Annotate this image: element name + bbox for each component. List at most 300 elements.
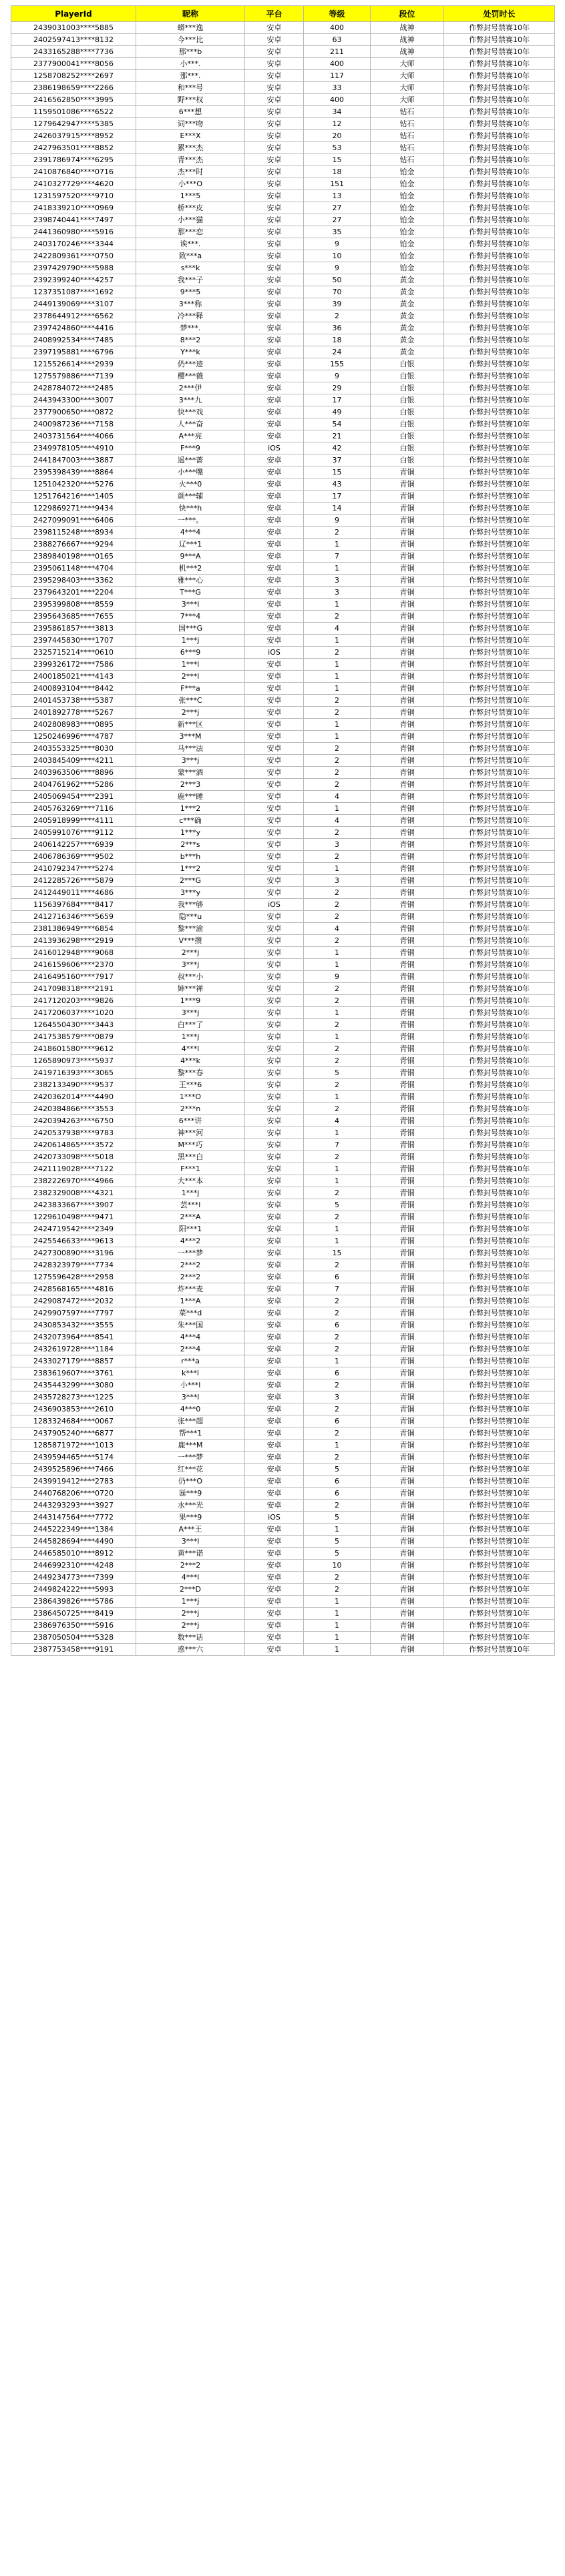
cell-platform: 安卓 xyxy=(245,82,304,94)
cell-penalty: 作弊封号禁赛10年 xyxy=(444,671,555,683)
cell-penalty: 作弊封号禁赛10年 xyxy=(444,1055,555,1067)
cell-player-id: 2439031003****5885 xyxy=(11,22,136,34)
cell-nickname: 1***j xyxy=(136,1596,245,1608)
cell-player-id: 2403731564****4066 xyxy=(11,430,136,442)
cell-level: 6 xyxy=(304,1367,371,1379)
cell-penalty: 作弊封号禁赛10年 xyxy=(444,1271,555,1283)
cell-penalty: 作弊封号禁赛10年 xyxy=(444,707,555,719)
cell-platform: 安卓 xyxy=(245,1620,304,1632)
cell-level: 7 xyxy=(304,1283,371,1295)
cell-player-id: 2436903853****2610 xyxy=(11,1403,136,1415)
cell-nickname: 2***j xyxy=(136,707,245,719)
cell-nickname: 1***9 xyxy=(136,995,245,1007)
cell-player-id: 1215526614****2939 xyxy=(11,358,136,370)
cell-rank: 青铜 xyxy=(371,1307,444,1319)
table-row xyxy=(11,503,555,515)
cell-nickname: 遥***蔷 xyxy=(136,454,245,466)
cell-nickname: 朱***国 xyxy=(136,1319,245,1331)
table-row xyxy=(11,418,555,430)
cell-player-id: 1275596428****2958 xyxy=(11,1271,136,1283)
cell-nickname: 2***n xyxy=(136,1103,245,1115)
cell-rank: 青铜 xyxy=(371,731,444,743)
cell-nickname: 惑***六 xyxy=(136,1644,245,1656)
cell-nickname: 马***法 xyxy=(136,743,245,755)
cell-platform: 安卓 xyxy=(245,1127,304,1139)
cell-penalty: 作弊封号禁赛10年 xyxy=(444,575,555,587)
cell-level: 1 xyxy=(304,1608,371,1620)
cell-platform: 安卓 xyxy=(245,1259,304,1271)
cell-penalty: 作弊封号禁赛10年 xyxy=(444,995,555,1007)
cell-nickname: 4***4 xyxy=(136,527,245,539)
cell-level: 37 xyxy=(304,454,371,466)
cell-penalty: 作弊封号禁赛10年 xyxy=(444,58,555,70)
cell-nickname: 1***j xyxy=(136,635,245,647)
cell-nickname: 2***l xyxy=(136,671,245,683)
cell-platform: 安卓 xyxy=(245,190,304,202)
cell-platform: 安卓 xyxy=(245,1524,304,1536)
cell-nickname: 仍***O xyxy=(136,1476,245,1488)
cell-player-id: 2392399240****4257 xyxy=(11,274,136,286)
cell-level: 2 xyxy=(304,779,371,791)
cell-level: 50 xyxy=(304,274,371,286)
cell-platform: 安卓 xyxy=(245,1007,304,1019)
cell-player-id: 2410792347****5274 xyxy=(11,863,136,875)
cell-penalty: 作弊封号禁赛10年 xyxy=(444,1584,555,1596)
cell-player-id: 2435443299****3080 xyxy=(11,1379,136,1391)
cell-player-id: 2382133490****9537 xyxy=(11,1079,136,1091)
cell-platform: 安卓 xyxy=(245,358,304,370)
cell-player-id: 2395061148****4704 xyxy=(11,563,136,575)
cell-player-id: 2402597413****8132 xyxy=(11,34,136,46)
table-row xyxy=(11,394,555,406)
cell-platform: 安卓 xyxy=(245,875,304,887)
table-row xyxy=(11,22,555,34)
cell-level: 2 xyxy=(304,1584,371,1596)
cell-platform: 安卓 xyxy=(245,1415,304,1427)
cell-level: 1 xyxy=(304,1163,371,1175)
cell-rank: 青铜 xyxy=(371,779,444,791)
cell-level: 5 xyxy=(304,1464,371,1476)
table-row xyxy=(11,34,555,46)
cell-level: 1 xyxy=(304,1620,371,1632)
cell-nickname: 那***. xyxy=(136,70,245,82)
cell-penalty: 作弊封号禁赛10年 xyxy=(444,839,555,851)
cell-level: 1 xyxy=(304,1439,371,1452)
cell-player-id: 2437905240****6877 xyxy=(11,1427,136,1439)
cell-player-id: 2386976350****5916 xyxy=(11,1620,136,1632)
table-row xyxy=(11,214,555,226)
cell-nickname: 小***猫 xyxy=(136,214,245,226)
cell-penalty: 作弊封号禁赛10年 xyxy=(444,250,555,262)
cell-rank: 钻石 xyxy=(371,118,444,130)
cell-player-id: 2446585010****8912 xyxy=(11,1548,136,1560)
cell-player-id: 2435728273****1225 xyxy=(11,1391,136,1403)
cell-level: 53 xyxy=(304,142,371,154)
cell-player-id: 2420733098****5018 xyxy=(11,1151,136,1163)
cell-player-id: 2427963501****8852 xyxy=(11,142,136,154)
cell-player-id: 2349978105****4910 xyxy=(11,442,136,454)
cell-rank: 黄金 xyxy=(371,310,444,322)
cell-platform: 安卓 xyxy=(245,1235,304,1247)
cell-nickname: 1***A xyxy=(136,1295,245,1307)
table-row xyxy=(11,442,555,454)
cell-rank: 青铜 xyxy=(371,1295,444,1307)
cell-rank: 青铜 xyxy=(371,1464,444,1476)
cell-player-id: 1250246996****4787 xyxy=(11,731,136,743)
cell-penalty: 作弊封号禁赛10年 xyxy=(444,923,555,935)
cell-rank: 青铜 xyxy=(371,478,444,491)
cell-rank: 青铜 xyxy=(371,1319,444,1331)
table-row xyxy=(11,382,555,394)
cell-rank: 青铜 xyxy=(371,1415,444,1427)
cell-player-id: 2410876840****0716 xyxy=(11,166,136,178)
cell-rank: 白银 xyxy=(371,370,444,382)
cell-rank: 青铜 xyxy=(371,983,444,995)
cell-platform: 安卓 xyxy=(245,1632,304,1644)
cell-platform: 安卓 xyxy=(245,1403,304,1415)
table-row xyxy=(11,1415,555,1427)
cell-penalty: 作弊封号禁赛10年 xyxy=(444,334,555,346)
cell-rank: 钻石 xyxy=(371,142,444,154)
cell-nickname: 2***j xyxy=(136,1620,245,1632)
table-row xyxy=(11,1331,555,1343)
cell-level: 17 xyxy=(304,394,371,406)
cell-penalty: 作弊封号禁赛10年 xyxy=(444,767,555,779)
cell-level: 1 xyxy=(304,1127,371,1139)
cell-nickname: 2***伊 xyxy=(136,382,245,394)
cell-rank: 青铜 xyxy=(371,1403,444,1415)
cell-rank: 青铜 xyxy=(371,1439,444,1452)
cell-penalty: 作弊封号禁赛10年 xyxy=(444,515,555,527)
cell-platform: 安卓 xyxy=(245,1500,304,1512)
cell-platform: 安卓 xyxy=(245,1488,304,1500)
cell-level: 15 xyxy=(304,154,371,166)
cell-penalty: 作弊封号禁赛10年 xyxy=(444,563,555,575)
cell-penalty: 作弊封号禁赛10年 xyxy=(444,983,555,995)
cell-player-id: 2443943300****3007 xyxy=(11,394,136,406)
cell-level: 2 xyxy=(304,611,371,623)
table-row xyxy=(11,1307,555,1319)
cell-penalty: 作弊封号禁赛10年 xyxy=(444,1007,555,1019)
cell-platform: 安卓 xyxy=(245,1175,304,1187)
cell-player-id: 2426037915****8952 xyxy=(11,130,136,142)
cell-rank: 青铜 xyxy=(371,1500,444,1512)
cell-player-id: 2439919412****2783 xyxy=(11,1476,136,1488)
cell-rank: 青铜 xyxy=(371,947,444,959)
cell-player-id: 1229610498****9471 xyxy=(11,1211,136,1223)
cell-nickname: 王***6 xyxy=(136,1079,245,1091)
cell-level: 6 xyxy=(304,1488,371,1500)
cell-penalty: 作弊封号禁赛10年 xyxy=(444,1139,555,1151)
cell-penalty: 作弊封号禁赛10年 xyxy=(444,430,555,442)
cell-rank: 白银 xyxy=(371,454,444,466)
cell-nickname: 3***M xyxy=(136,731,245,743)
table-row xyxy=(11,1211,555,1223)
cell-penalty: 作弊封号禁赛10年 xyxy=(444,358,555,370)
cell-player-id: 2378644912****6562 xyxy=(11,310,136,322)
cell-nickname: 雅***心 xyxy=(136,575,245,587)
cell-platform: 安卓 xyxy=(245,527,304,539)
cell-rank: 白银 xyxy=(371,382,444,394)
cell-penalty: 作弊封号禁赛10年 xyxy=(444,418,555,430)
cell-platform: 安卓 xyxy=(245,1199,304,1211)
cell-platform: 安卓 xyxy=(245,1596,304,1608)
cell-platform: 安卓 xyxy=(245,394,304,406)
table-row xyxy=(11,1019,555,1031)
cell-rank: 青铜 xyxy=(371,587,444,599)
table-row xyxy=(11,983,555,995)
cell-player-id: 2429087472****2032 xyxy=(11,1295,136,1307)
cell-player-id: 1229869271****9434 xyxy=(11,503,136,515)
cell-nickname: 3***l xyxy=(136,599,245,611)
cell-level: 15 xyxy=(304,1247,371,1259)
cell-rank: 青铜 xyxy=(371,551,444,563)
cell-nickname: 1***j xyxy=(136,1031,245,1043)
table-row xyxy=(11,959,555,971)
cell-nickname: 红***花 xyxy=(136,1464,245,1476)
table-row xyxy=(11,226,555,238)
cell-platform: 安卓 xyxy=(245,1584,304,1596)
cell-level: 1 xyxy=(304,719,371,731)
cell-player-id: 2410327729****4620 xyxy=(11,178,136,190)
cell-level: 3 xyxy=(304,1391,371,1403)
cell-level: 9 xyxy=(304,515,371,527)
cell-nickname: s***k xyxy=(136,262,245,274)
cell-penalty: 作弊封号禁赛10年 xyxy=(444,743,555,755)
cell-platform: 安卓 xyxy=(245,1211,304,1223)
cell-level: 1 xyxy=(304,1175,371,1187)
cell-penalty: 作弊封号禁赛10年 xyxy=(444,238,555,250)
cell-platform: 安卓 xyxy=(245,755,304,767)
cell-rank: 青铜 xyxy=(371,995,444,1007)
cell-nickname: 白***了 xyxy=(136,1019,245,1031)
cell-platform: 安卓 xyxy=(245,1079,304,1091)
cell-level: 10 xyxy=(304,1560,371,1572)
table-row xyxy=(11,1139,555,1151)
table-row xyxy=(11,995,555,1007)
cell-player-id: 2412716346****5659 xyxy=(11,911,136,923)
table-row xyxy=(11,1103,555,1115)
cell-level: 18 xyxy=(304,334,371,346)
cell-rank: 青铜 xyxy=(371,1271,444,1283)
cell-penalty: 作弊封号禁赛10年 xyxy=(444,226,555,238)
cell-level: 400 xyxy=(304,94,371,106)
cell-platform: 安卓 xyxy=(245,707,304,719)
cell-player-id: 2325715214****0610 xyxy=(11,647,136,659)
cell-level: 34 xyxy=(304,106,371,118)
table-row xyxy=(11,635,555,647)
cell-platform: 安卓 xyxy=(245,1536,304,1548)
table-row xyxy=(11,358,555,370)
cell-nickname: A***王 xyxy=(136,1524,245,1536)
cell-player-id: 2443293293****3927 xyxy=(11,1500,136,1512)
cell-nickname: 国***G xyxy=(136,623,245,635)
table-row xyxy=(11,1163,555,1175)
table-row xyxy=(11,1223,555,1235)
cell-player-id: 2413936298****2919 xyxy=(11,935,136,947)
cell-level: 211 xyxy=(304,46,371,58)
cell-platform: 安卓 xyxy=(245,1379,304,1391)
cell-rank: 黄金 xyxy=(371,334,444,346)
cell-level: 1 xyxy=(304,683,371,695)
cell-penalty: 作弊封号禁赛10年 xyxy=(444,659,555,671)
cell-rank: 大师 xyxy=(371,70,444,82)
table-row xyxy=(11,1319,555,1331)
cell-penalty: 作弊封号禁赛10年 xyxy=(444,1067,555,1079)
cell-player-id: 2420537938****9783 xyxy=(11,1127,136,1139)
cell-platform: 安卓 xyxy=(245,503,304,515)
table-row xyxy=(11,1500,555,1512)
cell-level: 1 xyxy=(304,563,371,575)
cell-nickname: E***X xyxy=(136,130,245,142)
cell-level: 36 xyxy=(304,322,371,334)
cell-nickname: 我***子 xyxy=(136,274,245,286)
cell-nickname: 4***2 xyxy=(136,1235,245,1247)
table-row xyxy=(11,178,555,190)
cell-platform: 安卓 xyxy=(245,491,304,503)
cell-nickname: 一***梦 xyxy=(136,1247,245,1259)
cell-rank: 青铜 xyxy=(371,647,444,659)
cell-player-id: 2399326172****7586 xyxy=(11,659,136,671)
cell-level: 2 xyxy=(304,899,371,911)
cell-platform: 安卓 xyxy=(245,334,304,346)
table-row xyxy=(11,1596,555,1608)
cell-nickname: 仍***迹 xyxy=(136,358,245,370)
cell-level: 63 xyxy=(304,34,371,46)
cell-nickname: 数***话 xyxy=(136,1632,245,1644)
table-row xyxy=(11,106,555,118)
cell-level: 1 xyxy=(304,1524,371,1536)
cell-nickname: 张***C xyxy=(136,695,245,707)
cell-player-id: 2433165288****7736 xyxy=(11,46,136,58)
cell-rank: 青铜 xyxy=(371,1151,444,1163)
header-row xyxy=(11,6,555,22)
cell-penalty: 作弊封号禁赛10年 xyxy=(444,154,555,166)
cell-nickname: 3***j xyxy=(136,755,245,767)
cell-rank: 青铜 xyxy=(371,827,444,839)
cell-nickname: 炸***麦 xyxy=(136,1283,245,1295)
cell-platform: 安卓 xyxy=(245,731,304,743)
cell-rank: 铂金 xyxy=(371,226,444,238)
cell-platform: 安卓 xyxy=(245,863,304,875)
cell-platform: 安卓 xyxy=(245,1476,304,1488)
cell-rank: 青铜 xyxy=(371,1031,444,1043)
cell-level: 1 xyxy=(304,803,371,815)
cell-rank: 青铜 xyxy=(371,1163,444,1175)
cell-player-id: 2428323979****7734 xyxy=(11,1259,136,1271)
cell-player-id: 2401453738****5387 xyxy=(11,695,136,707)
cell-rank: 白银 xyxy=(371,418,444,430)
cell-penalty: 作弊封号禁赛10年 xyxy=(444,1620,555,1632)
cell-penalty: 作弊封号禁赛10年 xyxy=(444,887,555,899)
cell-penalty: 作弊封号禁赛10年 xyxy=(444,599,555,611)
table-row xyxy=(11,130,555,142)
table-row xyxy=(11,1403,555,1415)
cell-penalty: 作弊封号禁赛10年 xyxy=(444,1319,555,1331)
table-row xyxy=(11,1043,555,1055)
cell-rank: 青铜 xyxy=(371,719,444,731)
cell-player-id: 2446992310****4248 xyxy=(11,1560,136,1572)
cell-player-id: 2388276667****9294 xyxy=(11,539,136,551)
cell-player-id: 2401892778****5267 xyxy=(11,707,136,719)
cell-nickname: F***9 xyxy=(136,442,245,454)
cell-nickname: 黎***渝 xyxy=(136,923,245,935)
cell-platform: 安卓 xyxy=(245,46,304,58)
cell-penalty: 作弊封号禁赛10年 xyxy=(444,527,555,539)
cell-nickname: 快***戏 xyxy=(136,406,245,418)
cell-player-id: 2395643685****7655 xyxy=(11,611,136,623)
cell-level: 5 xyxy=(304,1199,371,1211)
table-row xyxy=(11,1560,555,1572)
cell-level: 27 xyxy=(304,202,371,214)
cell-rank: 青铜 xyxy=(371,1079,444,1091)
cell-nickname: 我***够 xyxy=(136,899,245,911)
cell-nickname: 青***杰 xyxy=(136,154,245,166)
cell-rank: 青铜 xyxy=(371,803,444,815)
cell-nickname: 4***0 xyxy=(136,1403,245,1415)
cell-level: 2 xyxy=(304,755,371,767)
table-row xyxy=(11,286,555,298)
cell-player-id: 2389840198****0165 xyxy=(11,551,136,563)
cell-penalty: 作弊封号禁赛10年 xyxy=(444,1403,555,1415)
cell-player-id: 2449824222****5993 xyxy=(11,1584,136,1596)
cell-rank: 青铜 xyxy=(371,575,444,587)
table-row xyxy=(11,1632,555,1644)
cell-penalty: 作弊封号禁赛10年 xyxy=(444,1355,555,1367)
table-row xyxy=(11,671,555,683)
cell-level: 5 xyxy=(304,1536,371,1548)
cell-platform: 安卓 xyxy=(245,1439,304,1452)
cell-platform: 安卓 xyxy=(245,22,304,34)
cell-level: 1 xyxy=(304,1223,371,1235)
cell-nickname: 张***超 xyxy=(136,1415,245,1427)
cell-nickname: 颜***辅 xyxy=(136,491,245,503)
cell-player-id: 2416159606****2370 xyxy=(11,959,136,971)
cell-penalty: 作弊封号禁赛10年 xyxy=(444,1415,555,1427)
cell-rank: 黄金 xyxy=(371,274,444,286)
table-row xyxy=(11,1548,555,1560)
cell-player-id: 1285871972****1013 xyxy=(11,1439,136,1452)
cell-player-id: 2405918999****4111 xyxy=(11,815,136,827)
cell-level: 35 xyxy=(304,226,371,238)
cell-rank: 青铜 xyxy=(371,659,444,671)
cell-level: 2 xyxy=(304,827,371,839)
cell-level: 2 xyxy=(304,1055,371,1067)
cell-rank: 黄金 xyxy=(371,346,444,358)
cell-nickname: 4***l xyxy=(136,1572,245,1584)
cell-penalty: 作弊封号禁赛10年 xyxy=(444,875,555,887)
cell-nickname: 2***j xyxy=(136,1608,245,1620)
cell-rank: 青铜 xyxy=(371,1596,444,1608)
cell-level: 2 xyxy=(304,1187,371,1199)
cell-level: 2 xyxy=(304,1079,371,1091)
cell-nickname: 9***5 xyxy=(136,286,245,298)
cell-player-id: 2424719542****2349 xyxy=(11,1223,136,1235)
cell-penalty: 作弊封号禁赛10年 xyxy=(444,911,555,923)
table-row xyxy=(11,154,555,166)
cell-nickname: V***攒 xyxy=(136,935,245,947)
cell-player-id: 2428784072****2485 xyxy=(11,382,136,394)
cell-penalty: 作弊封号禁赛10年 xyxy=(444,1283,555,1295)
cell-rank: 青铜 xyxy=(371,851,444,863)
cell-platform: 安卓 xyxy=(245,803,304,815)
cell-penalty: 作弊封号禁赛10年 xyxy=(444,851,555,863)
cell-penalty: 作弊封号禁赛10年 xyxy=(444,382,555,394)
cell-level: 3 xyxy=(304,839,371,851)
cell-player-id: 2377900041****8056 xyxy=(11,58,136,70)
cell-level: 5 xyxy=(304,1067,371,1079)
cell-penalty: 作弊封号禁赛10年 xyxy=(444,1644,555,1656)
